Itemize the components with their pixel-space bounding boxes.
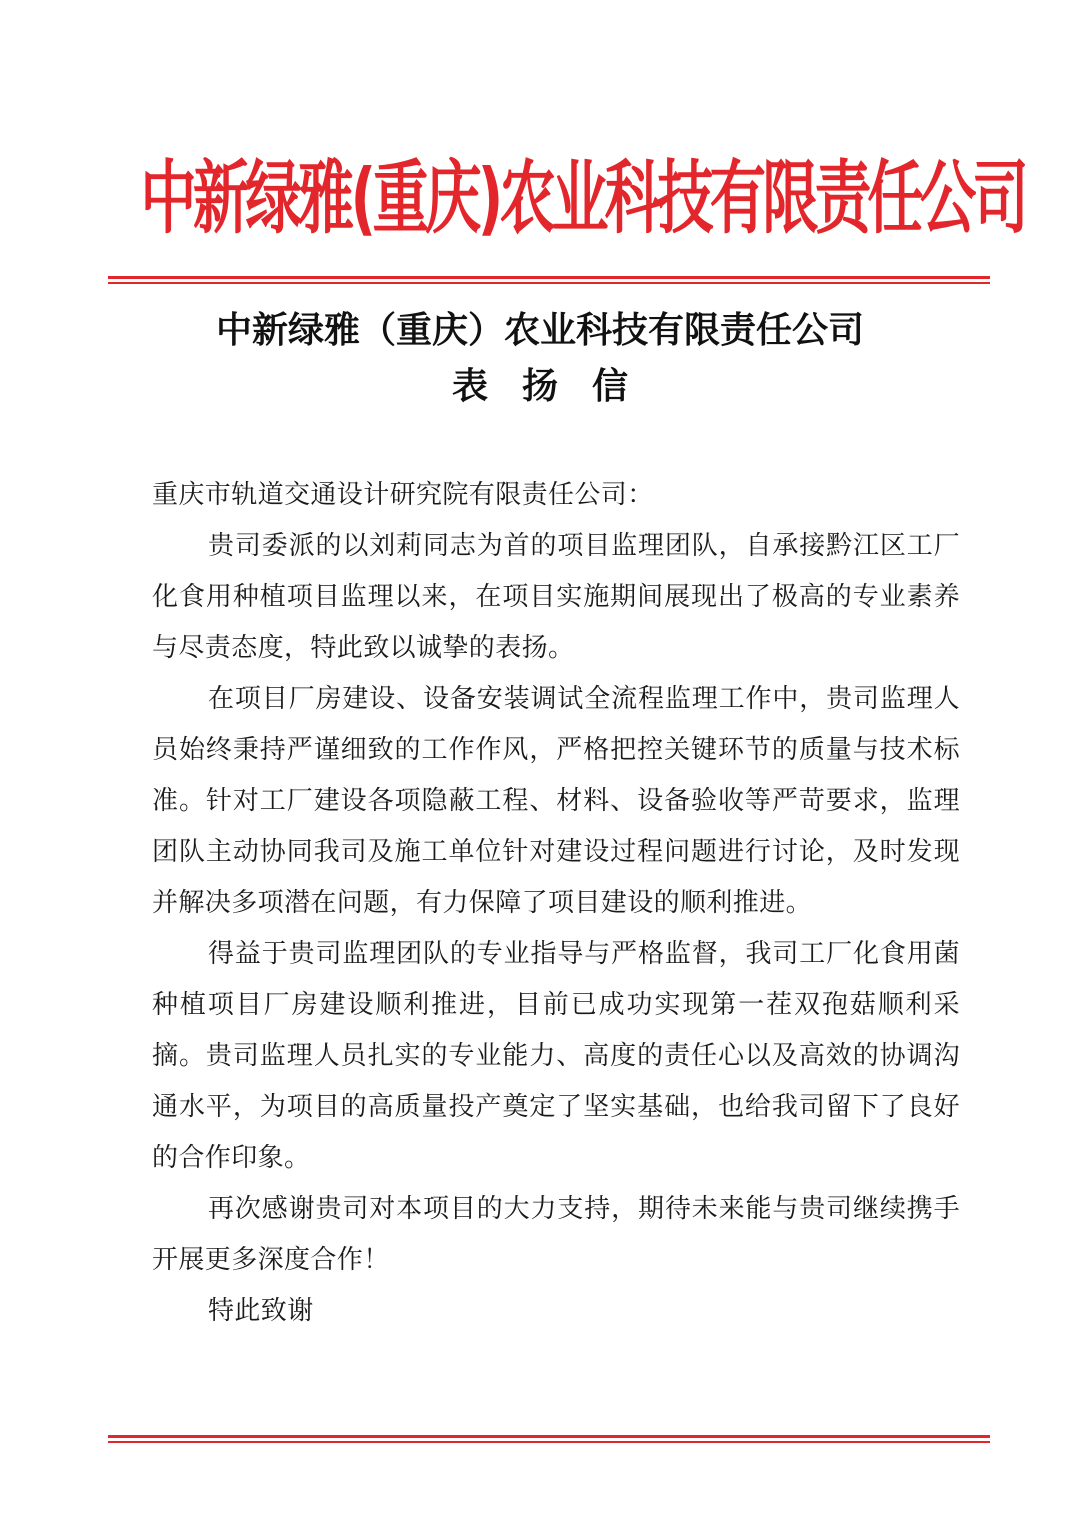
footer-red-rule — [108, 1435, 990, 1443]
letter-paragraph-3: 得益于贵司监理团队的专业指导与严格监督，我司工厂化食用菌种植项目厂房建设顺利推进，目前已成功实现第一茬双孢菇顺利采摘。贵司监理人员扎实的专业能力、高度的责任心以及高效的协调沟通水平，为项目的高质量投产奠定了坚实基础，也给我司留下了良好的合作印象。 — [152, 939, 960, 1173]
letter-paragraph-2: 在项目厂房建设、设备安装调试全流程监理工作中，贵司监理人员始终秉持严谨细致的工作作风，严格把控关键环节的质量与技术标准。针对工厂建设各项隐蔽工程、材料、设备验收等严苛要求，监理团队主动协同我司及施工单位针对建设过程问题进行讨论，及时发现并解决多项潜在问题，有力保障了项目建设的顺利推进。 — [152, 684, 960, 918]
letter-title-commendation: 表扬信 — [451, 365, 662, 407]
letter-title-company: 中新绿雅（重庆）农业科技有限责任公司 — [215, 309, 864, 351]
letter-body — [152, 470, 960, 1337]
letterhead-company-name: 中新绿雅(重庆)农业科技有限责任公司 — [140, 150, 1026, 245]
letter-salutation: 重庆市轨道交通设计研究院有限责任公司： — [152, 480, 654, 510]
letterhead-red-rule — [108, 276, 990, 284]
letter-paragraph-1: 贵司委派的以刘莉同志为首的项目监理团队，自承接黔江区工厂化食用种植项目监理以来，在项目实施期间展现出了极高的专业素养与尽责态度，特此致以诚挚的表扬。 — [152, 531, 960, 663]
letter-paragraph-4: 再次感谢贵司对本项目的大力支持，期待未来能与贵司继续携手开展更多深度合作！ — [152, 1194, 960, 1275]
letter-closing: 特此致谢 — [208, 1296, 314, 1326]
